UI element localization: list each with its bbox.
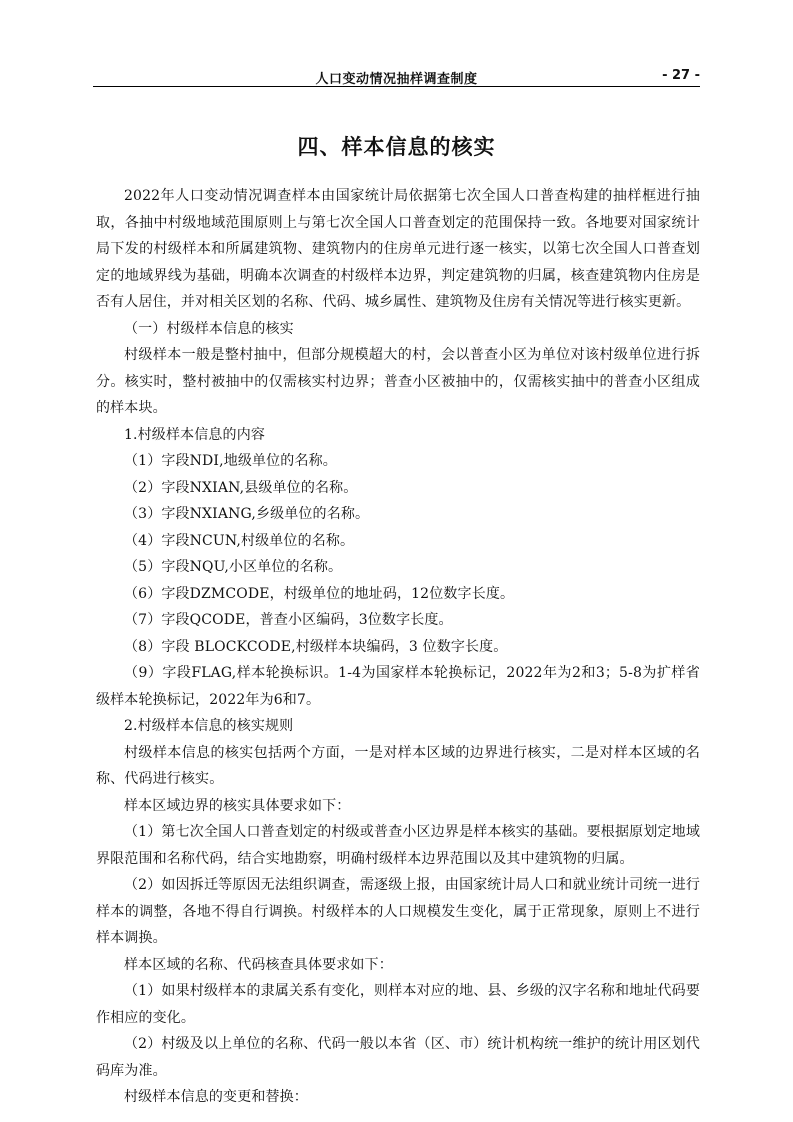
list-item: （2）如因拆迁等原因无法组织调查，需逐级上报，由国家统计局人口和就业统计司统一进行样本的调整，各地不得自行调换。村级样本的人口规模发生变化，属于正常现象，原则上不进行样本调换。	[96, 877, 700, 946]
list-item: （2）字段NXIAN,县级单位的名称。	[124, 479, 358, 496]
list-heading: 1.村级样本信息的内容	[124, 426, 266, 443]
list-item: （2）村级及以上单位的名称、代码一般以本省（区、市）统计机构统一维护的统计用区划代码库为准。	[96, 1036, 700, 1079]
list-item: （6）字段DZMCODE，村级单位的地址码，12位数字长度。	[124, 585, 515, 602]
list-item: （7）字段QCODE，普查小区编码，3位数字长度。	[124, 612, 453, 628]
paragraph: 村级样本一般是整村抽中，但部分规模超大的村，会以普查小区为单位对该村级单位进行拆分。核实时，整村被抽中的仅需核实村边界；普查小区被抽中的，仅需核实抽中的普查小区组成的样本块。	[96, 347, 700, 416]
paragraph: 村级样本信息的变更和替换：	[124, 1089, 308, 1105]
subsection-heading: （一）村级样本信息的核实	[124, 320, 294, 337]
list-item: （8）字段 BLOCKCODE,村级样本块编码，3 位数字长度。	[124, 638, 508, 655]
list-item: （5）字段NQU,小区单位的名称。	[124, 559, 343, 575]
header-title: 人口变动情况抽样调查制度	[315, 72, 478, 87]
list-item: （1）如果村级样本的隶属关系有变化，则样本对应的地、县、乡级的汉字名称和地址代码要作相应的变化。	[96, 983, 700, 1026]
paragraph: 村级样本信息的核实包括两个方面，一是对样本区域的边界进行核实，二是对样本区域的名称、代码进行核实。	[96, 744, 700, 787]
intro-paragraph: 2022年人口变动情况调查样本由国家统计局依据第七次全国人口普查构建的抽样框进行抽取，各抽中村级地域范围原则上与第七次全国人口普查划定的范围保持一致。各地要对国家统计局下发的村级样本和所属建筑物、建筑物内的住房单元进行逐一核实，以第七次全国人口普查划定的地域界线为基础，明确本次调查的村级样本边界，判定建筑物的归属，核查建筑物内住房是否有人居住，并对相关区划的名称、代码、城乡属性、建筑物及住房有关情况等进行核实更新。	[96, 188, 700, 310]
paragraph: 样本区域边界的核实具体要求如下：	[124, 797, 351, 814]
list-item: （3）字段NXIANG,乡级单位的名称。	[124, 506, 370, 522]
list-item: （4）字段NCUN,村级单位的名称。	[124, 532, 355, 549]
list-item: （1）第七次全国人口普查划定的村级或普查小区边界是样本核实的基础。要根据原划定地域界限范围和名称代码，结合实地勘察，明确村级样本边界范围以及其中建筑物的归属。	[96, 824, 700, 867]
list-item: （9）字段FLAG,样本轮换标识。1-4为国家样本轮换标记，2022年为2和3；5-8为扩样省级样本轮换标记，2022年为6和7。	[96, 665, 700, 708]
paragraph: 样本区域的名称、代码核查具体要求如下：	[124, 956, 393, 973]
section-title: 四、样本信息的核实	[297, 135, 496, 159]
body-text	[96, 183, 700, 1111]
list-heading: 2.村级样本信息的核实规则	[124, 718, 294, 734]
list-item: （1）字段NDI,地级单位的名称。	[124, 453, 337, 469]
page-number: - 27 -	[662, 68, 700, 83]
page-header	[93, 62, 700, 87]
